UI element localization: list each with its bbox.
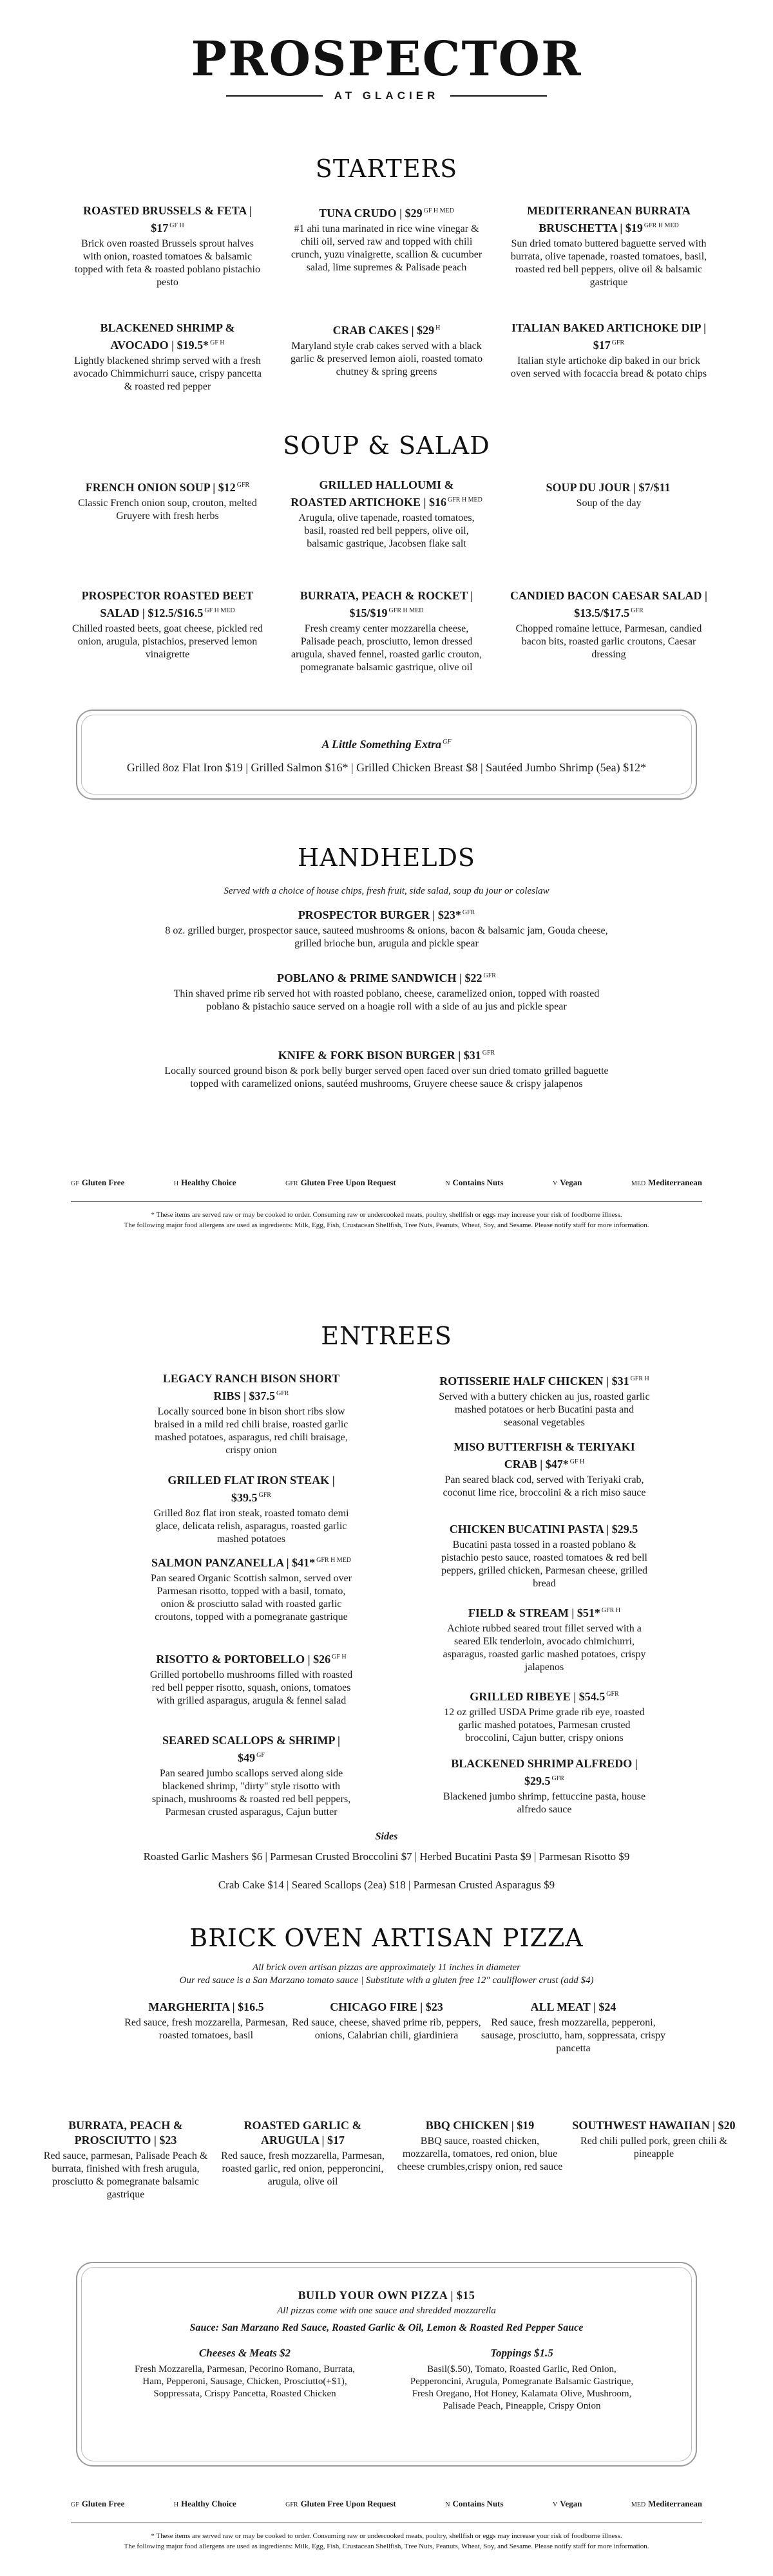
menu-item: RISOTTO & PORTOBELLO | $26 $^{GF H}$ Grilled portobello mushrooms filled with roasted red bell pepper risotto, squash, onions, tomatoes with grilled asparagus, arugula & fennel salad	[149, 1653, 353, 1706]
byo-cheeses: Cheeses & Meats $2 Fresh Mozzarella, Parmesan, Pecorino Romano, Burrata, Ham, Pepperoni, Sausage, Chicken, Prosciutto(+$1), Soppressata, Crispy Pancetta, Roasted Chicken	[135, 2347, 355, 2399]
byo-sauce: Sauce: San Marzano Red Sauce, Roasted Garlic & Oil, Lemon & Roasted Red Pepper Sauce	[189, 2322, 584, 2333]
menu-item: ITALIAN BAKED ARTICHOKE DIP | $17 $^{GFR}$ Italian style artichoke dip baked in our brick oven served with focaccia bread & potato chips	[510, 321, 707, 379]
menu-item: GRILLED FLAT IRON STEAK | $39.5 $^{GFR}$ Grilled 8oz flat iron steak, roasted tomato demi glace, delicata relish, asparagus, roasted garlic mashed potatoes	[153, 1474, 349, 1545]
brand-subtitle: AT GLACIER	[334, 89, 439, 102]
menu-item: PROSPECTOR BURGER | $23* $^{GFR}$ 8 oz. grilled burger, prospector sauce, sauteed mushrooms & onions, bacon & balsamic jam, Gouda cheese, grilled brioche bun, arugula and pickle spear	[165, 908, 608, 949]
menu-item: MARGHERITA | $16.5 Red sauce, fresh mozzarella, Parmesan, roasted tomatoes, basil	[124, 2000, 288, 2041]
menu-item: ALL MEAT | $24 Red sauce, fresh mozzarella, pepperoni, sausage, prosciutto, ham, soppressata, crispy pancetta	[481, 2000, 666, 2054]
dietary-legend: GF Gluten Free H Healthy Choice GFR Gluten Free Upon Request N Contains Nuts V Vegan MED Mediterranean	[71, 1178, 702, 1187]
menu-item: CHICKEN BUCATINI PASTA | $29.5 Bucatini pasta tossed in a roasted poblano & pistachio pesto sauce, roasted tomatoes & red bell peppers, grilled chicken, Parmesan cheese, grilled bread	[441, 1523, 647, 1589]
allergen-note: The following major food allergens are used as ingredients: Milk, Egg, Fish, Crustacean Shellfish, Tree Nuts, Peanuts, Wheat, Soy, and Sesame. Please notify staff for more information.	[124, 1221, 649, 1229]
divider	[71, 1201, 702, 1202]
menu-item: KNIFE & FORK BISON BURGER | $31 $^{GFR}$ Locally sourced ground bison & pork belly burger served open faced over sun dried tomato grilled baguette topped with caramelized onions, sautéed mushrooms, Gruyere cheese sauce & crispy jalapenos	[164, 1049, 609, 1089]
byo-note: All pizzas come with one sauce and shredded mozzarella	[277, 2306, 496, 2316]
extras-title: A Little Something Extra	[321, 738, 442, 751]
pizza-note-1: All brick oven artisan pizzas are approximately 11 inches in diameter	[252, 1962, 521, 1973]
allergen-note: The following major food allergens are used as ingredients: Milk, Egg, Fish, Crustacean Shellfish, Tree Nuts, Peanuts, Wheat, Soy, and Sesame. Please notify staff for more information.	[124, 2543, 649, 2550]
menu-item: BLACKENED SHRIMP ALFREDO | $29.5 $^{GFR}$ Blackened jumbo shrimp, fettuccine pasta, house alfredo sauce	[443, 1757, 646, 1815]
menu-item: ROTISSERIE HALF CHICKEN | $31 $^{GFR H}$ Served with a buttery chicken au jus, roasted garlic mashed potatoes or herb Bucatini pasta and seasonal vegetables	[439, 1375, 650, 1428]
byo-title: BUILD YOUR OWN PIZZA | $15	[298, 2289, 475, 2302]
byo-toppings: Toppings $1.5 Basil($.50), Tomato, Roasted Garlic, Red Onion, Pepperoncini, Arugula, Pomegranate Balsamic Gastrique, Fresh Oregano, Hot Honey, Kalamata Olive, Mushroom, Palisade Peach, Pineapple, Crispy Onion	[410, 2347, 634, 2411]
menu-item: SALMON PANZANELLA | $41* $^{GFR H MED}$ Pan seared Organic Scottish salmon, served over Parmesan risotto, topped with a basil, tomato, onion & prosciutto salad with roasted garlic croutons, topped with a pomegranate gastrique	[150, 1556, 352, 1622]
menu-item: PROSPECTOR ROASTED BEET SALAD | $12.5/$16.5 $^{GF H MED}$ Chilled roasted beets, goat cheese, pickled red onion, arugula, pistachios, preserved lemon vinaigrette	[72, 589, 263, 660]
menu-item: MEDITERRANEAN BURRATA BRUSCHETTA | $19 $^{GFR H MED}$ Sun dried tomato buttered baguette served with burrata, olive tapenade, roasted tomatoes, basil, roasted red bell peppers, olive oil & balsamic gastrique	[510, 204, 707, 288]
menu-item: GRILLED HALLOUMI & ROASTED ARTICHOKE | $16 $^{GFR H MED}$ Arugula, olive tapenade, roasted tomatoes, basil, roasted red bell peppers, olive oil, balsamic gastrique, Jacobsen flake salt	[291, 478, 482, 549]
dietary-legend: GF Gluten Free H Healthy Choice GFR Gluten Free Upon Request N Contains Nuts V Vegan MED Mediterranean	[71, 2499, 702, 2508]
menu-item: FIELD & STREAM | $51* $^{GFR H}$ Achiote rubbed seared trout fillet served with a seared Elk tenderloin, avocado chimichurri, asparagus, roasted garlic mashed potatoes, crispy jalapenos	[443, 1606, 646, 1673]
brand-name: PROSPECTOR	[191, 32, 582, 87]
menu-item: CRAB CAKES | $29 $^H$ Maryland style crab cakes served with a black garlic & preserved lemon aioli, roasted tomato chutney & spring greens	[290, 324, 483, 377]
brand-header	[0, 32, 773, 102]
menu-item: GRILLED RIBEYE | $54.5 $^{GFR}$ 12 oz grilled USDA Prime grade rib eye, roasted garlic mashed potatoes, Parmesan crusted broccolini, Cajun butter, crispy onions	[444, 1690, 645, 1744]
build-your-own-box	[76, 2262, 697, 2467]
handhelds-note: Served with a choice of house chips, fresh fruit, side salad, soup du jour or coleslaw	[224, 886, 549, 896]
menu-item: BURRATA, PEACH & PROSCIUTTO | $23 Red sauce, parmesan, Palisade Peach & burrata, finished with fresh arugula, prosciutto & pomegranate balsamic gastrique	[43, 2119, 208, 2200]
raw-warning: * These items are served raw or may be cooked to order. Consuming raw or undercooked meats, poultry, shellfish or eggs may increase your risk of foodborne illness.	[151, 1211, 622, 1219]
menu-item: BLACKENED SHRIMP & AVOCADO | $19.5* $^{GF H}$ Lightly blackened shrimp served with a fresh avocado Chimmichurri sauce, crispy pancetta & roasted red pepper	[73, 321, 262, 392]
handhelds-title: HANDHELDS	[298, 843, 475, 872]
pizza-note-2: Our red sauce is a San Marzano tomato sauce | Substitute with a gluten free 12" cauliflower crust (add $4)	[179, 1975, 594, 1986]
menu-item: TUNA CRUDO | $29 $^{GF H MED}$ #1 ahi tuna marinated in rice wine vinegar & chili oil, served raw and topped with chili crunch, yuzu vinaigrette, scallion & cucumber salad, lime supremes & Palisade peach	[291, 207, 482, 273]
extras-list: Grilled 8oz Flat Iron $19 | Grilled Salmon $16* | Grilled Chicken Breast $8 | Sautéed Jumbo Shrimp (5ea) $12*	[126, 761, 647, 774]
menu-item: BURRATA, PEACH & ROCKET | $15/$19 $^{GFR H MED}$ Fresh creamy center mozzarella cheese, Palisade peach, prosciutto, lemon dressed arugula, shaved fennel, roasted garlic crouton, pomegranate balsamic gastrique, olive oil	[291, 589, 482, 673]
soup-salad-title: SOUP & SALAD	[283, 431, 490, 460]
extras-box: A Little Something Extra $^{GF}$ Grilled 8oz Flat Iron $19 | Grilled Salmon $16* | Grilled Chicken Breast $8 | Sautéed Jumbo Shrimp (5ea) $12*	[76, 710, 697, 800]
menu-item: CANDIED BACON CAESAR SALAD | $13.5/$17.5 $^{GFR}$ Chopped romaine lettuce, Parmesan, candied bacon bits, roasted garlic croutons, Caesar dressing	[510, 589, 707, 660]
menu-item: MISO BUTTERFISH & TERIYAKI CRAB | $47* $^{GF H}$ Pan seared black cod, served with Teriyaki crab, coconut lime rice, broccolini & a rich miso sauce	[443, 1440, 646, 1498]
brand-rule-right	[450, 95, 547, 97]
menu-item: FRENCH ONION SOUP | $12 $^{GFR}$ Classic French onion soup, crouton, melted Gruyere with fresh herbs	[78, 481, 257, 522]
sides-label: Sides	[375, 1831, 398, 1842]
menu-item: ROASTED GARLIC & ARUGULA | $17 Red sauce, fresh mozzarella, Parmesan, roasted garlic, red onion, pepperoncini, arugula, olive oil	[221, 2119, 385, 2187]
pizza-title: BRICK OVEN ARTISAN PIZZA	[189, 1924, 584, 1952]
menu-item: SOUP DU JOUR | $7/$11 Soup of the day	[546, 481, 671, 509]
raw-warning: * These items are served raw or may be cooked to order. Consuming raw or undercooked meats, poultry, shellfish or eggs may increase your risk of foodborne illness.	[151, 2532, 622, 2540]
menu-item: POBLANO & PRIME SANDWICH | $22 $^{GFR}$ Thin shaved prime rib served hot with roasted poblano, cheese, caramelized onion, topped with roasted poblano & pistachio sauce served on a hoagie roll with a side of au jus and pickle spear	[173, 972, 600, 1012]
sides-line-1: Roasted Garlic Mashers $6 | Parmesan Crusted Broccolini $7 | Herbed Bucatini Pasta $9 | Parmesan Risotto $9	[143, 1850, 630, 1863]
menu-item: ROASTED BRUSSELS & FETA | $17 $^{GF H}$ Brick oven roasted Brussels sprout halves with onion, roasted tomatoes & balsamic topped with feta & roasted poblano pistachio pesto	[75, 204, 260, 288]
menu-item: LEGACY RANCH BISON SHORT RIBS | $37.5 $^{GFR}$ Locally sourced bone in bison short ribs slow braised in a mild red chili braise, roasted garlic mashed potatoes, asparagus, red chili braisage, crispy onion	[154, 1372, 348, 1456]
menu-item: SEARED SCALLOPS & SHRIMP | $49 $^{GF}$ Pan seared jumbo scallops served along side blackened shrimp, "dirty" style risotto with spinach, mushrooms & roasted red bell peppers, Parmesan crusted asparagus, Cajun butter	[151, 1734, 351, 1818]
starters-title: STARTERS	[315, 155, 458, 183]
menu-item: SOUTHWEST HAWAIIAN | $20 Red chili pulled pork, green chili & pineapple	[572, 2119, 736, 2159]
sides-line-2: Crab Cake $14 | Seared Scallops (2ea) $18 | Parmesan Crusted Asparagus $9	[218, 1879, 555, 1891]
brand-rule-left	[226, 95, 323, 97]
menu-item: BBQ CHICKEN | $19 BBQ sauce, roasted chicken, mozzarella, tomatoes, red onion, blue cheese crumbles,crispy onion, red sauce	[397, 2119, 563, 2172]
menu-item: CHICAGO FIRE | $23 Red sauce, cheese, shaved prime rib, peppers, onions, Calabrian chili, giardiniera	[292, 2000, 481, 2041]
entrees-title: ENTREES	[321, 1322, 452, 1350]
